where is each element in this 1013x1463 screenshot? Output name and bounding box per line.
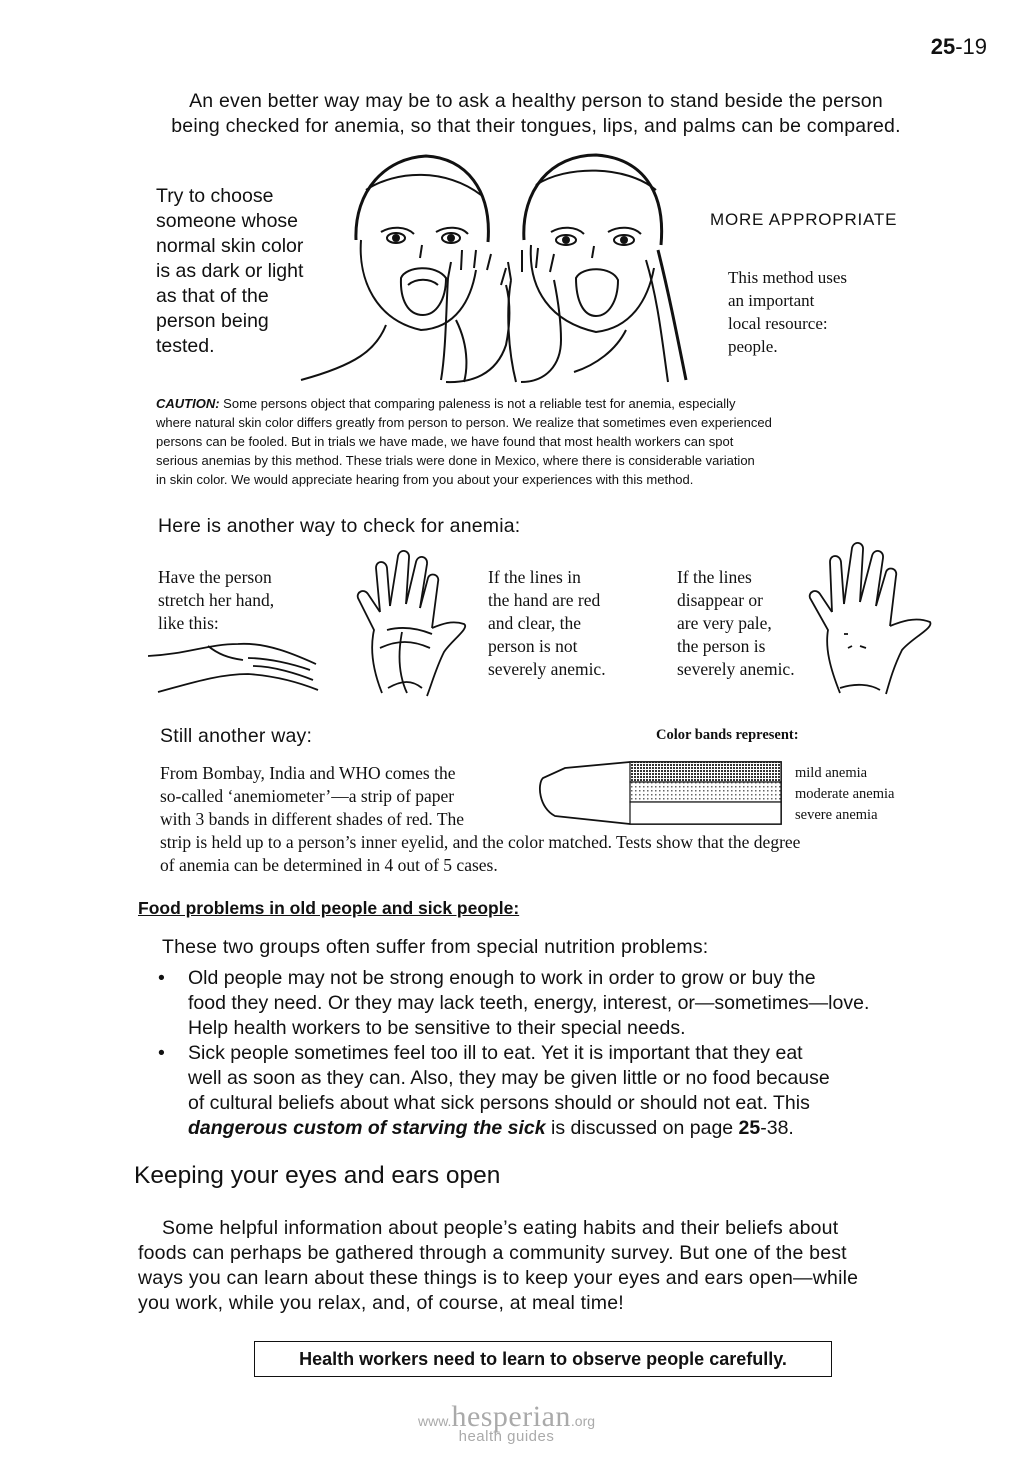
stretched-hand-illustration [148,634,323,696]
eyes-ears-heading: Keeping your eyes and ears open [134,1162,501,1189]
red-lines-text: If the lines in the hand are red and clear, the person is not severely anemic. [488,567,606,679]
food-problems-list [158,966,958,1141]
intro-line: An even better way may be to ask a healthy person to stand beside the person [189,90,883,112]
anemiometer-text-full: strip is held up to a person’s inner eyelid, and the color matched. Tests show that the degree of anemia can be determined in 4 out of 5 cases. [160,832,801,875]
pale-hand-illustration [800,538,940,698]
bands-title: Color bands represent: [656,727,799,743]
food-problems-intro: These two groups often suffer from special nutrition problems: [162,936,709,958]
band-moderate [630,782,781,802]
caution-block: CAUTION: Some persons object that comparing paleness is not a reliable test for anemia, especially where natural skin color differs greatly from person to person. We realize that sometimes even experienced persons can be fooled. But in trials we have made, we have found that most health workers can spot serious anemias by this method. These trials were done in Mexico, where there is considerable variation in skin color. We would appreciate hearing from you about your experiences with this method. [156,396,772,487]
band-label-severe: severe anemia [795,807,878,823]
band-labels [795,763,894,826]
page-number: 25-19 [930,34,987,59]
observe-callout: Health workers need to learn to observe people carefully. [254,1341,832,1377]
footer-logo: www.hesperian.org health guides [417,1400,596,1445]
caution-label: CAUTION: [156,396,220,411]
band-severe [630,802,781,824]
band-mild [630,762,781,782]
list-item: • Sick people sometimes feel too ill to eat. Yet it is important that they eat well as soon as they can. Also, they may be given little or no food because of cultural beliefs about what sick persons should or should not eat. This dangerous custom of starving the sick is discussed on page 25-38. [158,1042,830,1139]
band-label-moderate: moderate anemia [795,786,895,802]
pale-lines-text: If the lines disappear or are very pale, the person is severely anemic. [677,567,795,679]
red-lines-hand-illustration [352,548,482,698]
intro-paragraph [0,89,1013,139]
hand-instruction: Have the person stretch her hand, like this: [158,567,275,633]
more-appropriate-label: MORE APPROPRIATE [710,210,898,229]
hand-check-heading: Here is another way to check for anemia: [158,515,521,537]
band-label-mild: mild anemia [795,765,868,781]
list-item: • Old people may not be strong enough to work in order to grow or buy the food they need. Or they may lack teeth, energy, interest, or—sometimes—love. Help health workers to be sensitive to their special needs. [158,967,870,1039]
eyes-ears-paragraph: Some helpful information about people’s eating habits and their beliefs about foods can perhaps be gathered through a community survey. But one of the best ways you can learn about these things is to keep your eyes and ears open—while you work, while you relax, and, of course, at meal time! [138,1217,859,1314]
anemiometer-text: From Bombay, India and WHO comes the so-called ‘anemiometer’—a strip of paper with 3 bands in different shades of red. The [160,763,465,829]
still-another-heading: Still another way: [160,725,313,747]
food-problems-heading: Food problems in old people and sick people: [138,898,520,918]
intro-line: being checked for anemia, so that their tongues, lips, and palms can be compared. [171,115,901,137]
faces-illustration [296,150,716,385]
custom-emphasis: dangerous custom of starving the sick [188,1117,546,1139]
method-note: This method uses an important local resource: people. [728,268,847,356]
faces-caption: Try to choose someone whose normal skin color is as dark or light as that of the person being tested. [156,185,304,357]
hesperian-logo: hesperian [451,1400,571,1433]
anemiometer-strip [535,758,785,830]
